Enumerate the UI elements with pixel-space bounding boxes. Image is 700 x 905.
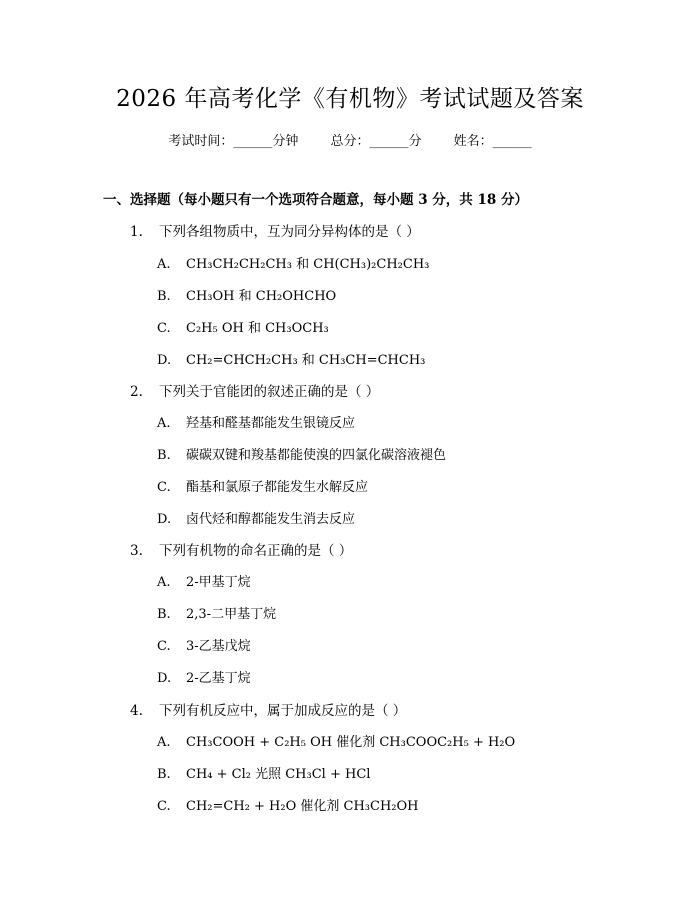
question-stem: 下列有机物的命名正确的是（ ） <box>159 543 353 559</box>
option-text: 2-甲基丁烷 <box>186 575 251 590</box>
option-text: 羟基和醛基都能发生银镜反应 <box>186 416 356 431</box>
question-3 <box>130 541 352 561</box>
question-number: 3. <box>130 543 143 559</box>
option-2d <box>157 510 355 530</box>
question-stem: 下列关于官能团的叙述正确的是（ ） <box>159 384 380 400</box>
question-4 <box>130 701 406 721</box>
option-3c <box>157 637 251 657</box>
option-3b <box>157 605 276 625</box>
option-2b <box>157 446 446 466</box>
option-letter: B. <box>157 289 171 304</box>
option-4b <box>157 765 370 785</box>
option-1a <box>157 255 429 275</box>
page-title: 2026 年高考化学《有机物》考试试题及答案 <box>116 86 584 112</box>
option-1b <box>157 287 336 307</box>
total-score-field: 总分：______分 <box>330 134 422 149</box>
option-2a <box>157 414 355 434</box>
option-letter: D. <box>157 353 172 368</box>
option-text: 碳碳双键和羧基都能使溴的四氯化碳溶液褪色 <box>186 448 447 463</box>
option-text: 卤代烃和醇都能发生消去反应 <box>186 512 356 527</box>
option-1c <box>157 319 329 339</box>
exam-info <box>0 133 700 151</box>
option-text: CH₃CH₂CH₂CH₃ 和 CH(CH₃)₂CH₂CH₃ <box>186 257 430 272</box>
question-stem: 下列各组物质中，互为同分异构体的是（ ） <box>159 224 420 240</box>
option-letter: B. <box>157 607 171 622</box>
option-text: C₂H₅ OH 和 CH₃OCH₃ <box>186 321 329 336</box>
option-2c <box>157 478 368 498</box>
option-letter: A. <box>157 257 171 272</box>
option-text: 2,3-二甲基丁烷 <box>186 607 277 622</box>
option-letter: A. <box>157 416 171 431</box>
option-text: CH₃COOH + C₂H₅ OH 催化剂 CH₃COOC₂H₅ + H₂O <box>186 735 516 750</box>
question-number: 2. <box>130 384 143 400</box>
option-letter: C. <box>157 480 171 495</box>
option-text: 酯基和氯原子都能发生水解反应 <box>186 480 369 495</box>
option-text: 2-乙基丁烷 <box>186 671 251 686</box>
option-letter: D. <box>157 512 172 527</box>
option-letter: C. <box>157 321 171 336</box>
option-text: CH₃OH 和 CH₂OHCHO <box>186 289 337 304</box>
option-text: CH₄ + Cl₂ 光照 CH₃Cl + HCl <box>186 767 371 782</box>
option-text: 3-乙基戊烷 <box>186 639 251 654</box>
option-letter: A. <box>157 735 171 750</box>
option-4a <box>157 733 515 753</box>
option-text: CH₂=CHCH₂CH₃ 和 CH₃CH=CHCH₃ <box>186 353 426 368</box>
student-name-field: 姓名：______ <box>453 134 532 149</box>
option-4c <box>157 797 419 817</box>
question-number: 1. <box>130 224 143 240</box>
question-stem: 下列有机反应中，属于加成反应的是（ ） <box>159 703 407 719</box>
option-letter: B. <box>157 448 171 463</box>
question-number: 4. <box>130 703 143 719</box>
option-3a <box>157 573 251 593</box>
section-heading: 一、选择题（每小题只有一个选项符合题意，每小题 3 分，共 18 分） <box>103 192 528 208</box>
question-2 <box>130 382 379 402</box>
option-letter: A. <box>157 575 171 590</box>
exam-time-field: 考试时间：______分钟 <box>168 134 299 149</box>
option-text: CH₂=CH₂ + H₂O 催化剂 CH₃CH₂OH <box>186 799 419 814</box>
option-letter: C. <box>157 799 171 814</box>
option-letter: D. <box>157 671 172 686</box>
question-1 <box>130 222 420 242</box>
option-letter: C. <box>157 639 171 654</box>
option-3d <box>157 669 251 689</box>
option-1d <box>157 351 425 371</box>
option-letter: B. <box>157 767 171 782</box>
